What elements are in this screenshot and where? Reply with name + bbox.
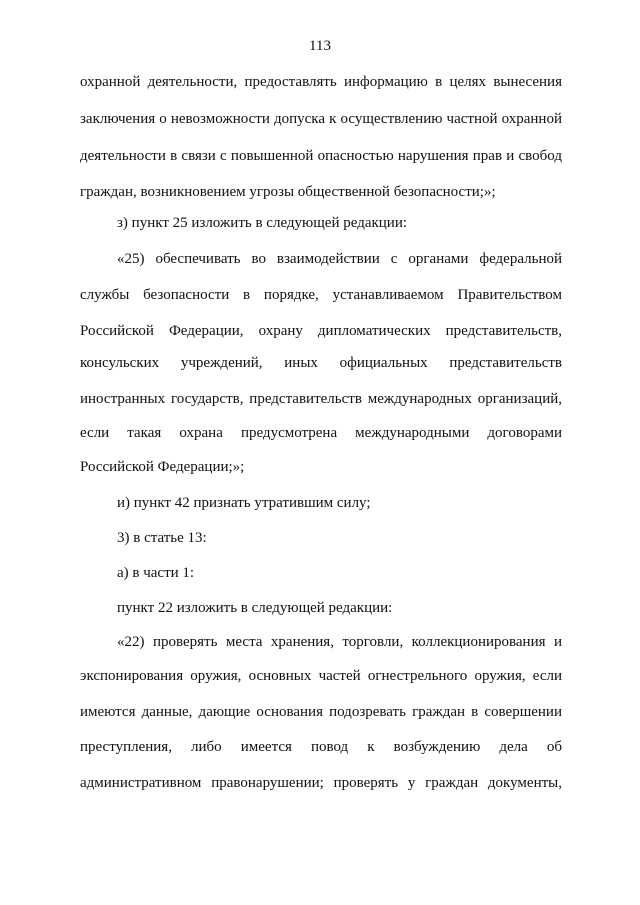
text-line: службы безопасности в порядке, устанавливаемом Правительством: [80, 287, 562, 303]
text-line: «25) обеспечивать во взаимодействии с органами федеральной: [117, 251, 562, 267]
text-line: имеются данные, дающие основания подозревать граждан в совершении: [80, 704, 562, 720]
text-line: и) пункт 42 признать утратившим силу;: [117, 495, 371, 511]
text-line: з) пункт 25 изложить в следующей редакции:: [117, 215, 408, 231]
text-line: заключения о невозможности допуска к осуществлению частной охранной: [80, 111, 562, 127]
text-line: охранной деятельности, предоставлять информацию в целях вынесения: [80, 74, 562, 90]
text-line: преступления, либо имеется повод к возбуждению дела об: [80, 739, 562, 755]
text-line: деятельности в связи с повышенной опасностью нарушения прав и свобод: [80, 148, 562, 164]
page-number: 113: [309, 38, 331, 54]
text-line: а) в части 1:: [117, 565, 195, 581]
text-line: экспонирования оружия, основных частей огнестрельного оружия, если: [80, 668, 562, 684]
text-line: пункт 22 изложить в следующей редакции:: [117, 600, 393, 616]
text-line: «22) проверять места хранения, торговли, коллекционирования и: [117, 634, 562, 650]
text-line: Российской Федерации, охрану дипломатических представительств,: [80, 323, 562, 339]
text-line: если такая охрана предусмотрена международными договорами: [80, 425, 562, 441]
text-line: Российской Федерации;»;: [80, 459, 245, 475]
text-line: 3) в статье 13:: [117, 530, 207, 546]
text-line: иностранных государств, представительств международных организаций,: [80, 391, 562, 407]
text-line: граждан, возникновением угрозы общественной безопасности;»;: [80, 184, 496, 200]
text-line: административном правонарушении; проверять у граждан документы,: [80, 775, 562, 791]
text-line: консульских учреждений, иных официальных представительств: [80, 355, 562, 371]
